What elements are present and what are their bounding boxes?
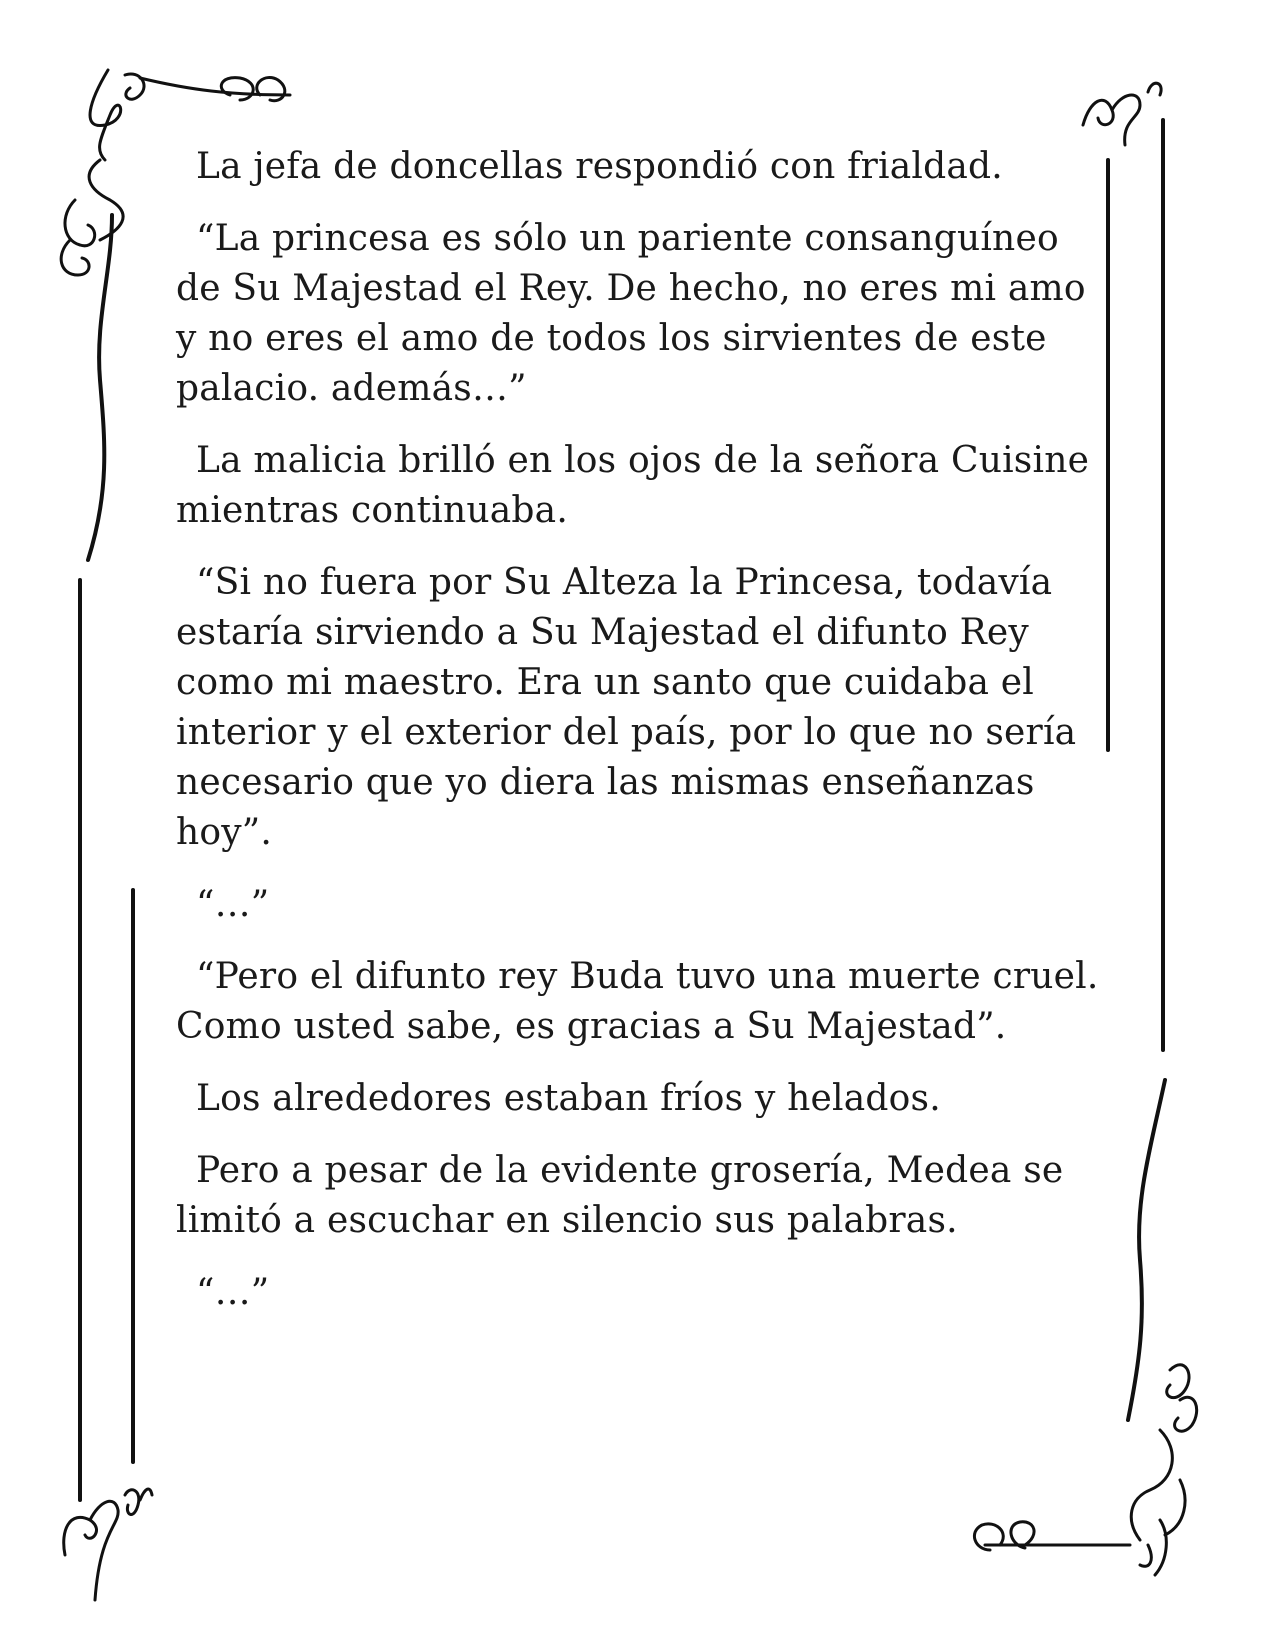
paragraph: Pero a pesar de la evidente grosería, Medea se limitó a escuchar en silencio sus palabras. [176,1150,1064,1241]
right-border-lines [1108,120,1163,1050]
left-border-lines [80,580,133,1500]
paragraph: “La princesa es sólo un pariente consanguíneo de Su Majestad el Rey. De hecho, no eres mi amo y no eres el amo de todos los sirvientes de este palacio. además…” [176,218,1086,409]
paragraph: “…” [196,884,270,925]
paragraph: La jefa de doncellas respondió con frialdad. [196,146,1003,187]
paragraph: “Pero el difunto rey Buda tuvo una muerte cruel. Como usted sabe, es gracias a Su Majestad”. [176,956,1099,1047]
paragraph: Los alrededores estaban fríos y helados. [196,1078,941,1119]
paragraph: “…” [196,1272,270,1313]
story-text [176,142,1106,1340]
bottom-left-flourish [64,1489,152,1600]
paragraph: La malicia brilló en los ojos de la señora Cuisine mientras continuaba. [176,440,1090,531]
paragraph: “Si no fuera por Su Alteza la Princesa, todavía estaría sirviendo a Su Majestad el difunto Rey como mi maestro. Era un santo que cuidaba el interior y el exterior del país, por lo que no sería necesario que yo diera las mismas enseñanzas hoy”. [176,562,1077,853]
top-right-flourish [1083,83,1161,145]
